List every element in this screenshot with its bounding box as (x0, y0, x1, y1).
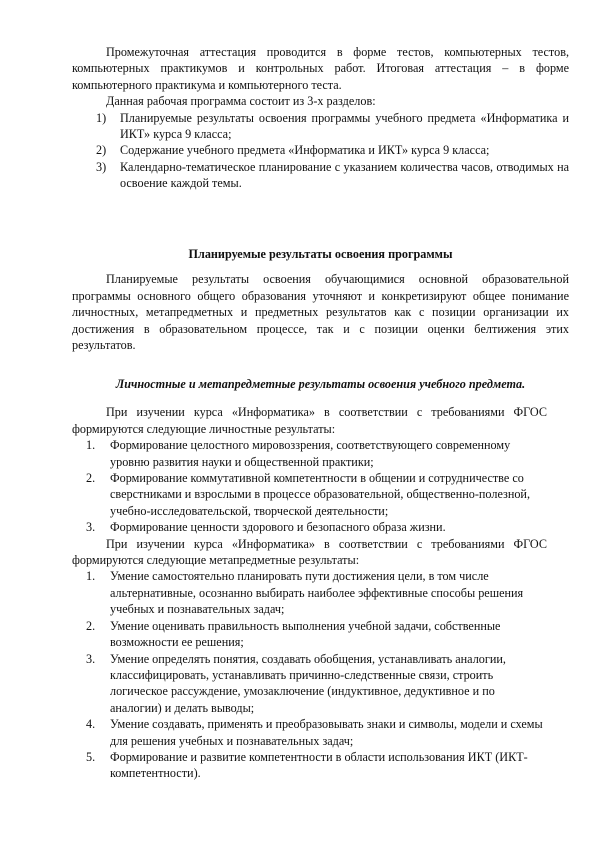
list-item (86, 437, 547, 470)
list-item-text: Умение оценивать правильность выполнения учебной задачи, собственные возможности ее решения; (110, 618, 501, 650)
list-item-text: Содержание учебного предмета «Информатика и ИКТ» курса 9 класса; (120, 143, 490, 158)
meta-lead-paragraph: При изучении курса «Информатика» в соответствии с требованиями ФГОС формируются следующие метапредметные результаты: (72, 536, 547, 568)
list-number: 3. (86, 651, 96, 666)
list-number: 1. (86, 569, 96, 584)
list-item-text: Умение определять понятия, создавать обобщения, устанавливать аналогии, классифицировать, устанавливать причинно-следственные связи, строить логическое рассуждение, умозаключение (индуктивное, дедуктивное и по аналогии) и делать выводы; (110, 651, 506, 715)
section-heading: Планируемые результаты освоения программы (188, 247, 453, 261)
list-number: 3. (86, 520, 96, 535)
list-item (96, 110, 569, 143)
attestation-paragraph: Промежуточная аттестация проводится в форме тестов, компьютерных тестов, компьютерных практикумов и контрольных работ. Итоговая аттестация – в форме компьютерного практикума и компьютерного теста. (72, 45, 569, 92)
structure-paragraph: Данная рабочая программа состоит из 3-х разделов: (106, 94, 376, 109)
list-item (86, 519, 547, 535)
list-number: 1. (86, 438, 96, 453)
meta-results-list (86, 568, 547, 781)
list-item-text: Умение создавать, применять и преобразовывать знаки и символы, модели и схемы для решения учебных и познавательных задач; (110, 717, 543, 748)
list-item-text: Формирование ценности здорового и безопасного образа жизни. (110, 520, 446, 535)
list-number: 2. (86, 471, 96, 486)
list-item-text: Формирование целостного мировоззрения, соответствующего современному уровню развития науки и общественной практики; (110, 438, 511, 469)
personal-lead-paragraph: При изучении курса «Информатика» в соответствии с требованиями ФГОС формируются следующие личностные результаты: (72, 405, 547, 436)
list-number: 2) (96, 143, 107, 158)
list-item (96, 159, 569, 192)
list-item (86, 716, 547, 749)
list-item (86, 749, 547, 782)
intro-block (72, 44, 569, 192)
list-item-text: Умение самостоятельно планировать пути достижения цели, в том числе альтернативные, осознанно выбирать наиболее эффективные способы решения учебных и познавательных задач; (110, 569, 524, 617)
list-number: 1) (96, 110, 107, 125)
list-item-text: Формирование и развитие компетентности в области использования ИКТ (ИКТ-компетентности). (110, 749, 528, 781)
list-item-text: Формирование коммутативной компетентности в общении и сотрудничестве со сверстниками и взрослыми в процессе образовательной, общественно-полезной, учебно-исследовательской, творческой деятельности; (110, 471, 531, 518)
personal-results-list (86, 437, 547, 535)
list-item (96, 142, 569, 158)
personal-meta-section (72, 376, 569, 782)
list-item (86, 651, 547, 717)
planned-results-paragraph: Планируемые результаты освоения обучающимися основной образовательной программы основного общего образования уточняют и конкретизируют общее понимание личностных, метапредметных и предметных результатов как с позиции организации их достижения в образовательном процессе, так и с позиции оценки бeлтижения этих результатов. (72, 272, 569, 353)
planned-results-section (72, 246, 569, 353)
list-number: 3) (96, 159, 107, 174)
list-item (86, 618, 547, 651)
list-number: 2. (86, 618, 96, 633)
list-number: 5. (86, 749, 96, 764)
subsection-heading: Личностные и метапредметные результаты освоения учебного предмета. (115, 377, 526, 391)
list-item (86, 568, 547, 617)
list-item (86, 470, 547, 519)
list-item-text: Планируемые результаты освоения программы учебного предмета «Информатика и ИКТ» курса 9 класса; (120, 110, 569, 142)
sections-list (96, 110, 569, 192)
list-item-text: Календарно-тематическое планирование с указанием количества часов, отводимых на освоение каждой темы. (120, 159, 569, 191)
list-number: 4. (86, 717, 96, 732)
